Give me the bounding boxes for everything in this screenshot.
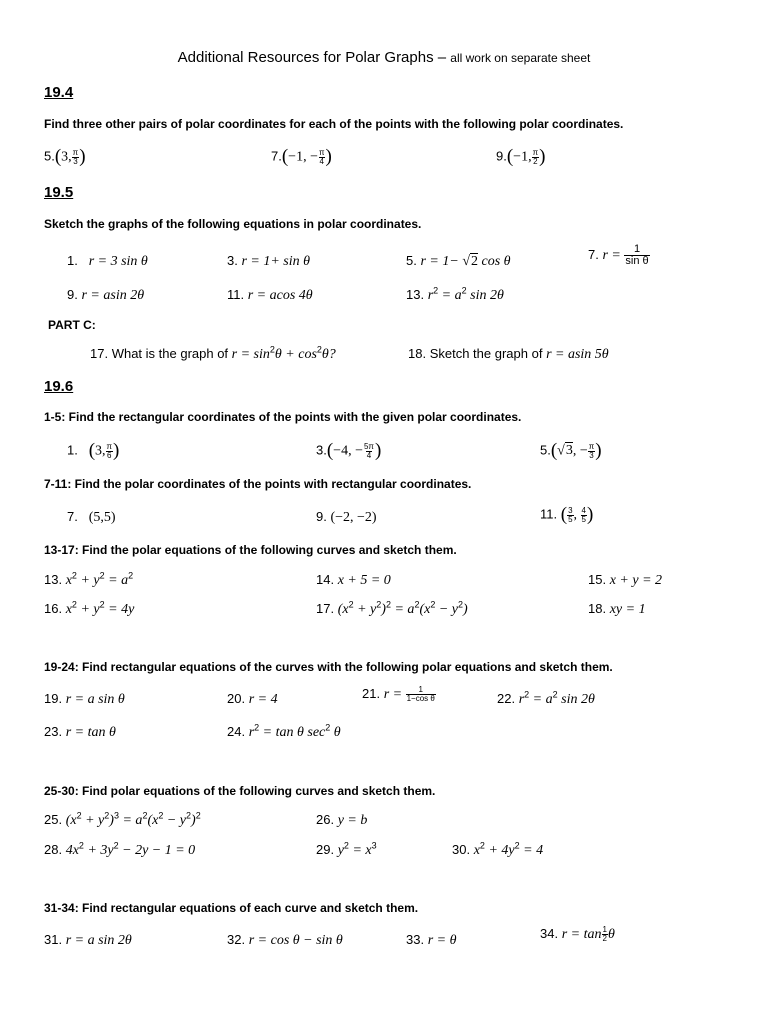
problem-19-6-13: 13. $x^2 + y^2 = a^2$ [44,570,134,588]
problem-19-6-21: 21. r = $\frac{1}{\text{1−cos θ}}$ [362,685,435,704]
title-text: Additional Resources for Polar Graphs [177,49,434,66]
section-heading-19-4: 19.4 [44,84,74,101]
title-subtitle: all work on separate sheet [450,51,591,65]
problem-19-6-28: 28. $4x^2 + 3y^2 - 2y - 1 = 0$ [44,840,196,858]
instruction-19-4: Find three other pairs of polar coordinates for each of the points with the following polar coordinates. [44,117,624,131]
problem-19-6-3: 3.(−4, − $\frac{5\pi}{4}$ ) [316,440,382,461]
instruction-31-34: 31-34: Find rectangular equations of each curve and sketch them. [44,901,419,915]
instruction-7-11: 7-11: Find the polar coordinates of the points with rectangular coordinates. [44,477,472,491]
problem-19-6-14: 14. x + 5 = 0 [316,572,391,588]
problem-19-4-9: 9.(−1, $\frac{\pi}{2}$ ) [496,146,546,167]
problem-19-5-17: 17. What is the graph of $r = \sin^2\theta + \cos^2\theta$? [90,344,336,362]
problem-19-4-5: 5.(3, $\frac{\pi}{3}$ ) [44,146,86,167]
instruction-19-24: 19-24: Find rectangular equations of the curves with the following polar equations and sketch them. [44,660,613,674]
problem-19-6-18: 18. xy = 1 [588,601,646,617]
problem-19-6-20: 20. r = 4 [227,691,278,707]
problem-19-6-9: 9. (−2, −2) [316,509,377,525]
problem-19-6-26: 26. y = b [316,812,368,828]
problem-19-6-22: 22. $r^2 = a^2$ sin 2θ [497,689,595,707]
problem-19-6-29: 29. $y^2 = x^3$ [316,840,377,858]
problem-19-6-17: 17. $(x^2 + y^2)^2 = a^2(x^2 - y^2)$ [316,599,468,617]
part-c-label: PART C: [48,318,96,332]
problem-19-6-7: 7. (5,5) [67,509,116,525]
problem-19-5-5: 5. r = 1− √2 cos θ [406,253,511,269]
problem-19-5-1: 1. r = 3 sin θ [67,253,148,269]
problem-19-6-19: 19. r = a sin θ [44,691,125,707]
problem-19-5-9: 9. r = asin 2θ [67,287,145,303]
problem-19-6-32: 32. r = cos θ − sin θ [227,932,343,948]
problem-19-6-15: 15. x + y = 2 [588,572,663,588]
page-title [0,49,768,66]
problem-19-6-1: 1. (3, $\frac{\pi}{6}$ ) [67,440,120,461]
problem-19-6-30: 30. $x^2 + 4y^2 = 4$ [452,840,544,858]
instruction-19-5: Sketch the graphs of the following equations in polar coordinates. [44,217,422,231]
instruction-25-30: 25-30: Find polar equations of the following curves and sketch them. [44,784,436,798]
problem-19-5-7: 7. r = $\frac{1}{\text{sin θ}}$ [588,243,649,267]
section-heading-19-6: 19.6 [44,378,74,395]
instruction-13-17: 13-17: Find the polar equations of the following curves and sketch them. [44,543,457,557]
problem-19-5-3: 3. r = 1+ sin θ [227,253,311,269]
problem-19-5-18: 18. Sketch the graph of r = asin 5θ [408,346,609,362]
problem-19-6-24: 24. $r^2 = \tan \theta$ $\sec^2 \theta$ [227,722,341,740]
problem-19-6-23: 23. r = tan θ [44,724,116,740]
problem-19-6-31: 31. r = a sin 2θ [44,932,132,948]
problem-19-6-33: 33. r = θ [406,932,457,948]
instruction-1-5: 1-5: Find the rectangular coordinates of the points with the given polar coordinates. [44,410,522,424]
problem-19-6-5: 5.(√3, − $\frac{\pi}{3}$ ) [540,440,602,461]
title-dash: – [433,49,451,66]
problem-19-6-34: 34. r = tan $\frac{1}{2}$ θ [540,925,615,944]
problem-19-5-11: 11. r = acos 4θ [227,287,313,303]
section-heading-19-5: 19.5 [44,184,74,201]
problem-19-5-13: 13. $r^2 = a^2$ sin 2θ [406,285,504,303]
problem-19-6-25: 25. $(x^2 + y^2)^3 = a^2(x^2 - y^2)^2$ [44,810,201,828]
problem-19-6-11: 11. ( $\frac{3}{5}$ , $\frac{4}{5}$ ) [540,504,594,525]
problem-19-6-16: 16. $x^2 + y^2 = 4y$ [44,599,135,617]
problem-19-4-7: 7.(−1, − $\frac{\pi}{4}$ ) [271,146,332,167]
